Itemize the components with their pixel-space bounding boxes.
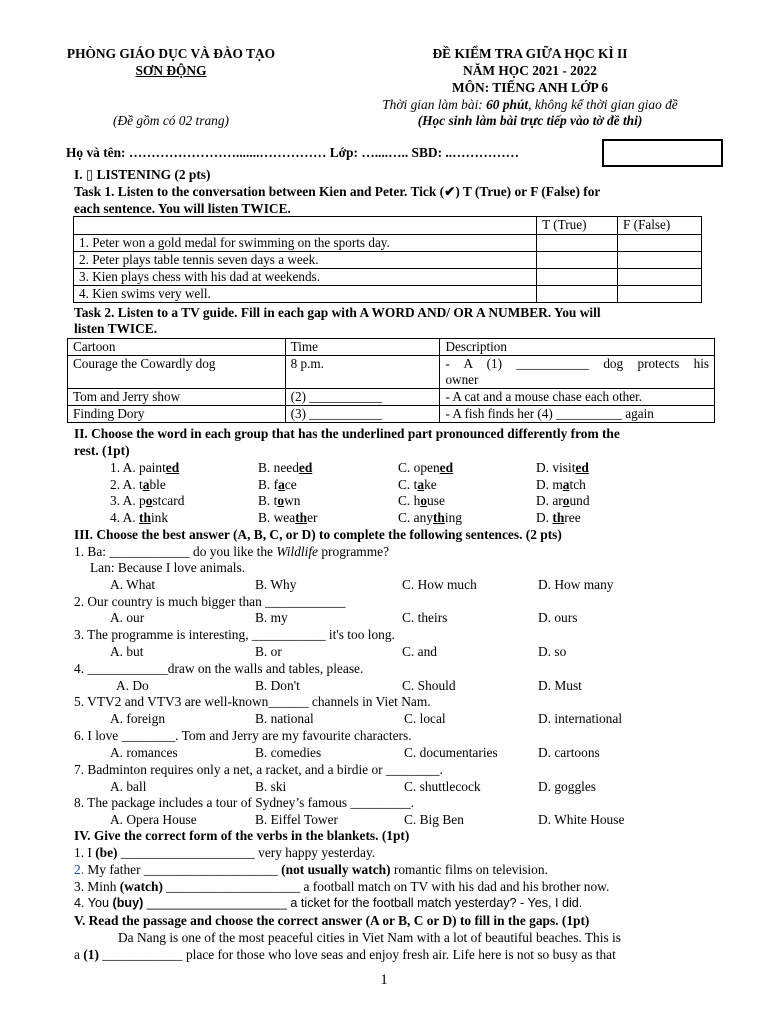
answer-option[interactable]: B. ski	[255, 779, 287, 794]
underlined-part: th	[295, 510, 308, 525]
verb-item-3[interactable]: 3. Minh (watch) ____________________ a football match on TV with his dad and his brother now.	[74, 879, 610, 894]
false-header: F (False)	[618, 217, 702, 235]
exam-title: ĐỀ KIỂM TRA GIỮA HỌC KÌ II	[432, 46, 628, 61]
cartoon-cell: Courage the Cowardly dog	[68, 356, 286, 389]
subject: MÔN: TIẾNG ANH LỚP 6	[452, 80, 608, 95]
section2-title: II. Choose the word in each group that has the underlined part pronounced differently from the	[74, 426, 620, 441]
answer-option[interactable]: A. romances	[110, 745, 178, 760]
table-row	[68, 356, 715, 389]
score-box	[602, 139, 723, 167]
table-row	[74, 269, 702, 286]
answer-option[interactable]: B. national	[255, 711, 314, 726]
answer-option[interactable]: D. goggles	[538, 779, 597, 794]
pronunciation-option[interactable]: D. around	[536, 493, 590, 508]
section1-title: I. ▯ LISTENING (2 pts)	[74, 167, 211, 182]
true-cell[interactable]	[537, 235, 618, 252]
false-cell[interactable]	[618, 235, 702, 252]
pronunciation-option[interactable]: C. opened	[398, 460, 454, 475]
pronunciation-option[interactable]: B. town	[258, 493, 301, 508]
answer-option[interactable]: D. How many	[538, 577, 614, 592]
dept-name: PHÒNG GIÁO DỤC VÀ ĐÀO TẠO	[66, 46, 276, 61]
time-cell: 8 p.m.	[285, 356, 440, 389]
answer-option[interactable]: D. ours	[538, 610, 578, 625]
underlined-part: a	[278, 477, 285, 492]
pronunciation-option[interactable]: 4. A. think	[110, 510, 169, 525]
time-header: Time	[285, 339, 440, 356]
false-cell[interactable]	[618, 252, 702, 269]
task1-instruction-2: each sentence. You will listen TWICE.	[74, 201, 291, 216]
table-row	[74, 235, 702, 252]
question-4: 4. ____________draw on the walls and tables, please.	[74, 661, 364, 676]
task2-instruction: Task 2. Listen to a TV guide. Fill in each gap with A WORD AND/ OR A NUMBER. You will	[74, 305, 601, 320]
statement: 1. Peter won a gold medal for swimming on the sports day.	[74, 235, 537, 252]
question-1: 1. Ba: ____________ do you like the Wildlife programme?	[74, 544, 390, 559]
underlined-part: a	[142, 477, 150, 492]
underlined-part: ed	[575, 460, 589, 475]
task1-table	[73, 216, 702, 303]
true-cell[interactable]	[537, 252, 618, 269]
table-row	[68, 389, 715, 406]
section4-title: IV. Give the correct form of the verbs in the blankets. (1pt)	[74, 828, 410, 843]
underlined-part: o	[562, 493, 570, 508]
pronunciation-option[interactable]: C. anything	[398, 510, 463, 525]
description-cell: - A cat and a mouse chase each other.	[440, 389, 715, 406]
false-cell[interactable]	[618, 269, 702, 286]
underlined-part: th	[139, 510, 151, 525]
statement: 4. Kien swims very well.	[74, 286, 537, 303]
time-cell[interactable]: (3) ___________	[285, 406, 440, 423]
question-2: 2. Our country is much bigger than ____________	[74, 594, 346, 609]
question-5: 5. VTV2 and VTV3 are well-known______ channels in Viet Nam.	[74, 694, 431, 709]
answer-option[interactable]: C. shuttlecock	[404, 779, 481, 794]
underlined-part: o	[277, 493, 285, 508]
verb-item-1[interactable]: 1. I (be) ____________________ very happy yesterday.	[74, 845, 376, 860]
answer-option[interactable]: A. our	[110, 610, 145, 625]
underlined-part: o	[145, 493, 153, 508]
underlined-part: th	[432, 510, 445, 525]
verb-item-2[interactable]: 2. My father ____________________ (not usually watch) romantic films on television.	[74, 862, 548, 877]
pronunciation-option[interactable]: 2. A. table	[110, 477, 166, 492]
underlined-part: o	[420, 493, 428, 508]
verb-item-4[interactable]: 4. You (buy) ____________________ a ticket for the football match yesterday? - Yes, I did.	[74, 896, 583, 910]
task2-instruction-2: listen TWICE.	[74, 321, 158, 336]
pronunciation-option[interactable]: D. match	[536, 477, 586, 492]
page-number: 1	[380, 972, 388, 988]
pronunciation-option[interactable]: C. house	[398, 493, 445, 508]
school-year: NĂM HỌC 2021 - 2022	[463, 63, 597, 78]
table-row	[74, 252, 702, 269]
answer-option[interactable]: C. Should	[402, 678, 456, 693]
page-count-note: (Đề gồm có 02 trang)	[112, 113, 230, 128]
answer-option[interactable]: A. but	[110, 644, 144, 659]
underlined-part: a	[562, 477, 570, 492]
underlined-part: ed	[298, 460, 313, 475]
passage-line-1: Da Nang is one of the most peaceful cities in Viet Nam with a lot of beautiful beaches. This is	[118, 930, 621, 945]
section2-title-2: rest. (1pt)	[74, 443, 130, 458]
section5-title: V. Read the passage and choose the correct answer (A or B, C or D) to fill in the gaps. (1pt)	[74, 913, 590, 928]
answer-option[interactable]: C. theirs	[402, 610, 448, 625]
statement: 3. Kien plays chess with his dad at weekends.	[74, 269, 537, 286]
task1-instruction: Task 1. Listen to the conversation between Kien and Peter. Tick (✔) T (True) or F (False) for	[74, 184, 601, 199]
answer-option[interactable]: D. so	[538, 644, 567, 659]
question-1-response: Lan: Because I love animals.	[90, 560, 246, 575]
table-row	[74, 286, 702, 303]
statement: 2. Peter plays table tennis seven days a week.	[74, 252, 537, 269]
answer-option[interactable]: B. Why	[255, 577, 297, 592]
cartoon-header: Cartoon	[68, 339, 286, 356]
answer-option[interactable]: B. or	[255, 644, 282, 659]
district-name: SƠN ĐỘNG	[135, 63, 207, 78]
answer-option[interactable]: A. Do	[116, 678, 149, 693]
answer-option[interactable]: D. international	[538, 711, 623, 726]
true-cell[interactable]	[537, 286, 618, 303]
true-cell[interactable]	[537, 269, 618, 286]
underlined-part: th	[552, 510, 565, 525]
time-limit: Thời gian làm bài: 60 phút, không kể thời gian giao đề	[382, 97, 678, 112]
pronunciation-option[interactable]: B. weather	[258, 510, 318, 525]
answer-option[interactable]: C. Big Ben	[404, 812, 464, 827]
description-cell[interactable]: - A fish finds her (4) __________ again	[440, 406, 715, 423]
pronunciation-option[interactable]: B. needed	[258, 460, 313, 475]
question-6: 6. I love ________. Tom and Jerry are my favourite characters.	[74, 728, 412, 743]
table-row	[68, 406, 715, 423]
pronunciation-option[interactable]: D. visited	[536, 460, 589, 475]
cartoon-cell: Tom and Jerry show	[68, 389, 286, 406]
underlined-part: ed	[439, 460, 454, 475]
pronunciation-option[interactable]: B. face	[258, 477, 297, 492]
true-header: T (True)	[537, 217, 618, 235]
answer-option[interactable]: A. ball	[110, 779, 147, 794]
passage-line-2: a (1) ____________ place for those who love seas and enjoy fresh air. Life here is not so busy as that	[74, 947, 616, 962]
answer-option[interactable]: D. Must	[538, 678, 582, 693]
answer-option[interactable]: A. What	[110, 577, 156, 592]
pronunciation-option[interactable]: C. take	[398, 477, 437, 492]
task2-table	[67, 338, 715, 423]
answer-option[interactable]: A. foreign	[110, 711, 166, 726]
question-8: 8. The package includes a tour of Sydney’s famous _________.	[74, 795, 415, 810]
answer-option[interactable]: B. comedies	[255, 745, 322, 760]
answer-option[interactable]: C. and	[402, 644, 437, 659]
answer-option[interactable]: C. documentaries	[404, 745, 498, 760]
answer-option[interactable]: B. my	[255, 610, 288, 625]
question-3: 3. The programme is interesting, ___________ it's too long.	[74, 627, 395, 642]
description-header: Description	[440, 339, 715, 356]
underlined-part: a	[417, 477, 425, 492]
false-cell[interactable]	[618, 286, 702, 303]
answer-option[interactable]: D. cartoons	[538, 745, 600, 760]
cartoon-cell: Finding Dory	[68, 406, 286, 423]
time-cell[interactable]: (2) ___________	[285, 389, 440, 406]
answer-option[interactable]: D. White House	[538, 812, 625, 827]
description-cell[interactable]: - A (1) ___________ dog protects his owner	[440, 356, 715, 389]
instruction: (Học sinh làm bài trực tiếp vào tờ đề thi)	[417, 113, 643, 128]
answer-option[interactable]: B. Eiffel Tower	[255, 812, 338, 827]
answer-option[interactable]: C. local	[404, 711, 446, 726]
student-info-line[interactable]: Họ và tên: …………………….......…………… Lớp: …....….. SBD: ..……………	[66, 145, 520, 160]
answer-option[interactable]: C. How much	[402, 577, 477, 592]
pronunciation-option[interactable]: D. three	[536, 510, 581, 525]
answer-option[interactable]: B. Don't	[255, 678, 300, 693]
answer-option[interactable]: A. Opera House	[110, 812, 197, 827]
question-7: 7. Badminton requires only a net, a racket, and a birdie or ________.	[74, 762, 443, 777]
pronunciation-option[interactable]: 3. A. postcard	[110, 493, 185, 508]
section3-title: III. Choose the best answer (A, B, C, or D) to complete the following sentences. (2 pts)	[74, 527, 562, 542]
underlined-part: ed	[165, 460, 180, 475]
pronunciation-option[interactable]: 1. A. painted	[110, 460, 180, 475]
